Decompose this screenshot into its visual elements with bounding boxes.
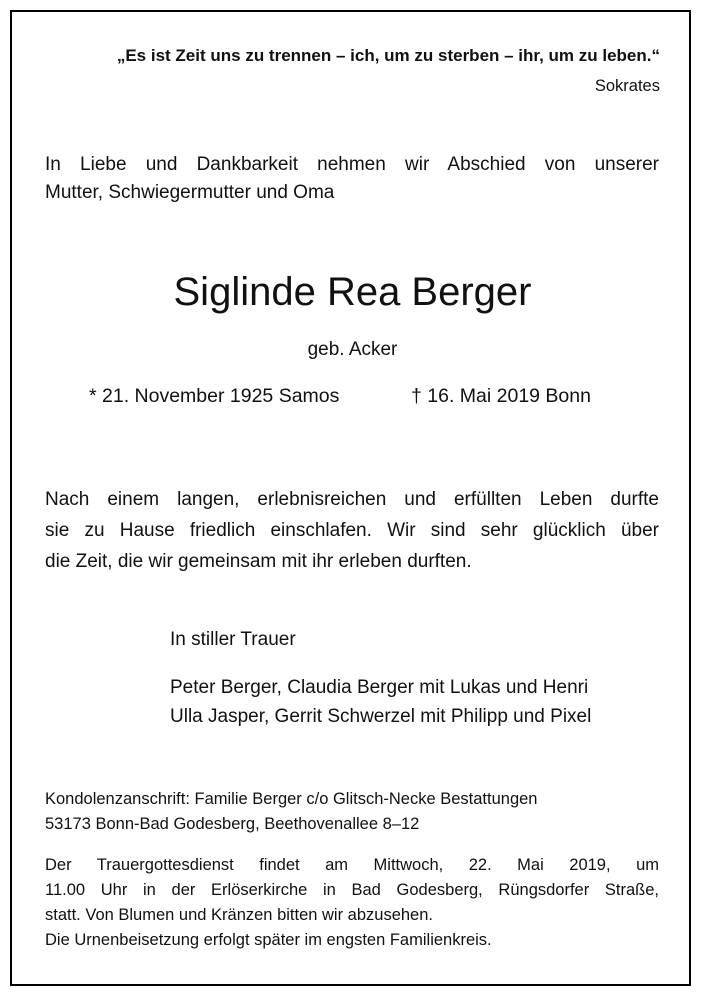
service-info (45, 853, 659, 953)
condolence-line-2: 53173 Bonn-Bad Godesberg, Beethovenallee 8–12 (45, 815, 420, 833)
message-text (45, 484, 659, 577)
condolence-line-1: Kondolenzanschrift: Familie Berger c/o Glitsch-Necke Bestattungen (45, 790, 538, 808)
service-line-2: 11.00 Uhr in der Erlöserkirche in Bad Godesberg, Rüngsdorfer Straße, (45, 881, 659, 899)
service-line-1: Der Trauergottesdienst findet am Mittwoch, 22. Mai 2019, um (45, 856, 659, 874)
service-line-4: Die Urnenbeisetzung erfolgt später im engsten Familienkreis. (45, 931, 492, 949)
mourner-family-1: Peter Berger, Claudia Berger mit Lukas und Henri (170, 677, 589, 698)
condolence-address (45, 787, 659, 837)
quote-text: „Es ist Zeit uns zu trennen – ich, um zu sterben – ihr, um zu leben.“ (116, 46, 660, 65)
intro-line-2: Mutter, Schwiegermutter und Oma (45, 182, 335, 203)
mourning-heading: In stiller Trauer (170, 629, 296, 650)
mourner-family-2: Ulla Jasper, Gerrit Schwerzel mit Philipp und Pixel (170, 706, 592, 727)
deceased-name: Siglinde Rea Berger (173, 270, 532, 314)
maiden-name: geb. Acker (307, 339, 398, 360)
death-date: † 16. Mai 2019 Bonn (411, 385, 591, 407)
intro-line-1: In Liebe und Dankbarkeit nehmen wir Abschied von unserer (45, 154, 659, 175)
birth-date: * 21. November 1925 Samos (89, 385, 340, 407)
message-line-1: Nach einem langen, erlebnisreichen und erfüllten Leben durfte (45, 489, 659, 510)
mourners-list (170, 673, 591, 731)
quote-author: Sokrates (594, 77, 660, 95)
intro-text (45, 151, 659, 207)
message-line-3: die Zeit, die wir gemeinsam mit ihr erleben durften. (45, 551, 472, 572)
service-line-3: statt. Von Blumen und Kränzen bitten wir abzusehen. (45, 906, 433, 924)
message-line-2: sie zu Hause friedlich einschlafen. Wir sind sehr glücklich über (45, 520, 659, 541)
